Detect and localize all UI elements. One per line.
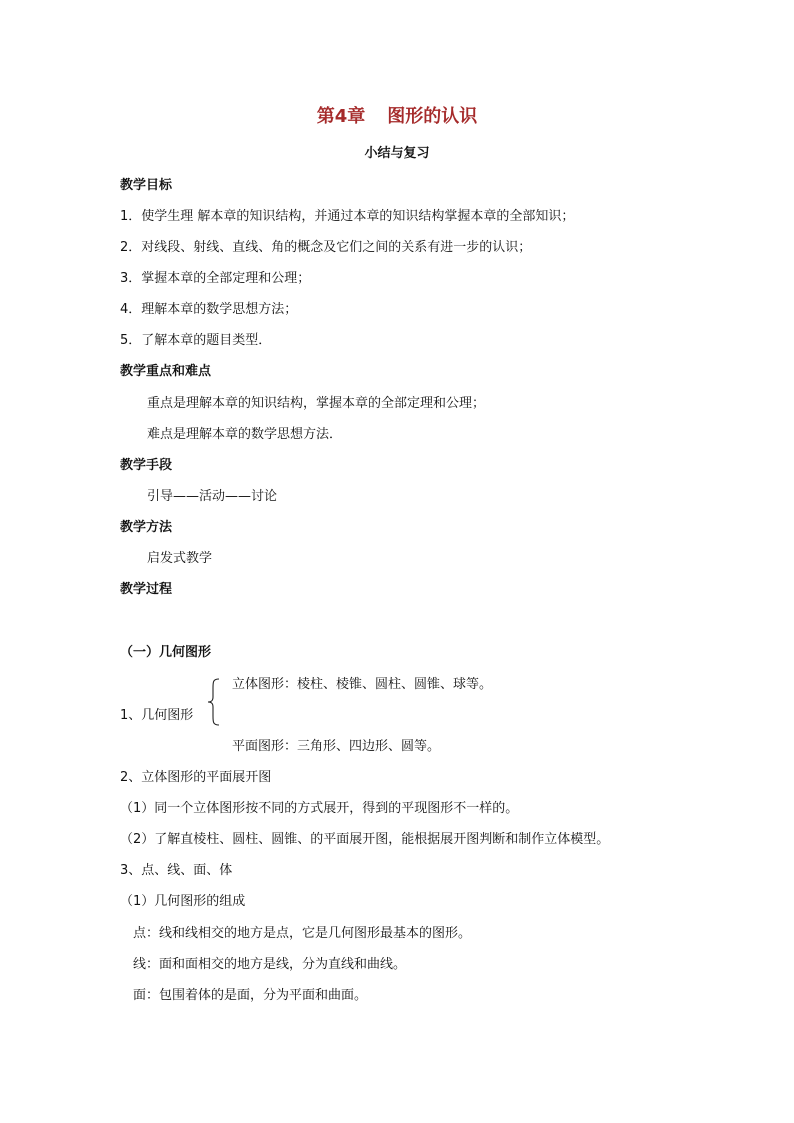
plane-figures-text: 平面图形：三角形、四边形、圆等。 [232,739,441,754]
solid-figures-text: 立体图形：棱柱、棱锥、圆柱、圆锥、球等。 [232,677,493,692]
item2-point1: （1）同一个立体图形按不同的方式展开，得到的平现图形不一样的。 [120,801,519,816]
means-heading: 教学手段 [120,458,173,473]
chapter-name: 图形的认识 [387,106,478,127]
key-point-difficulty: 难点是理解本章的数学思想方法． [147,427,343,442]
objective-item: 2．对线段、射线、直线、角的概念及它们之间的关系有进一步的认识； [120,240,532,255]
line-definition: 线：面和面相交的地方是线，分为直线和曲线。 [133,957,407,972]
section-subtitle: 小结与复习 [364,146,430,161]
item2-heading: 2、立体图形的平面展开图 [120,770,272,785]
surface-definition: 面：包围着体的是面，分为平面和曲面。 [133,988,368,1003]
process-heading: 教学过程 [120,582,173,597]
method-text: 启发式教学 [147,551,213,566]
objective-item: 5．了解本章的题目类型． [120,333,272,348]
item3-heading: 3、点、线、面、体 [120,863,233,878]
objective-item: 3．掌握本章的全部定理和公理； [120,271,311,286]
item1-label: 1、几何图形 [120,708,194,723]
point-definition: 点：线和线相交的地方是点，它是几何图形最基本的图形。 [133,926,472,941]
item2-point2: （2）了解直棱柱、圆柱、圆锥、的平面展开图，能根据展开图判断和制作立体模型。 [120,832,610,847]
item3-point1: （1）几何图形的组成 [120,894,246,909]
chapter-number: 第4章 [316,106,366,127]
objectives-heading: 教学目标 [120,178,173,193]
chapter-title [0,106,794,128]
means-text: 引导——活动——讨论 [147,489,278,504]
left-brace-icon [207,678,221,726]
objective-item: 4．理解本章的数学思想方法； [120,302,298,317]
key-point-focus: 重点是理解本章的知识结构，掌握本章的全部定理和公理； [147,396,486,411]
section1-heading: （一）几何图形 [120,645,212,660]
objective-item: 1．使学生理 解本章的知识结构，并通过本章的知识结构掌握本章的全部知识； [120,209,575,224]
key-points-heading: 教学重点和难点 [120,364,212,379]
method-heading: 教学方法 [120,520,173,535]
